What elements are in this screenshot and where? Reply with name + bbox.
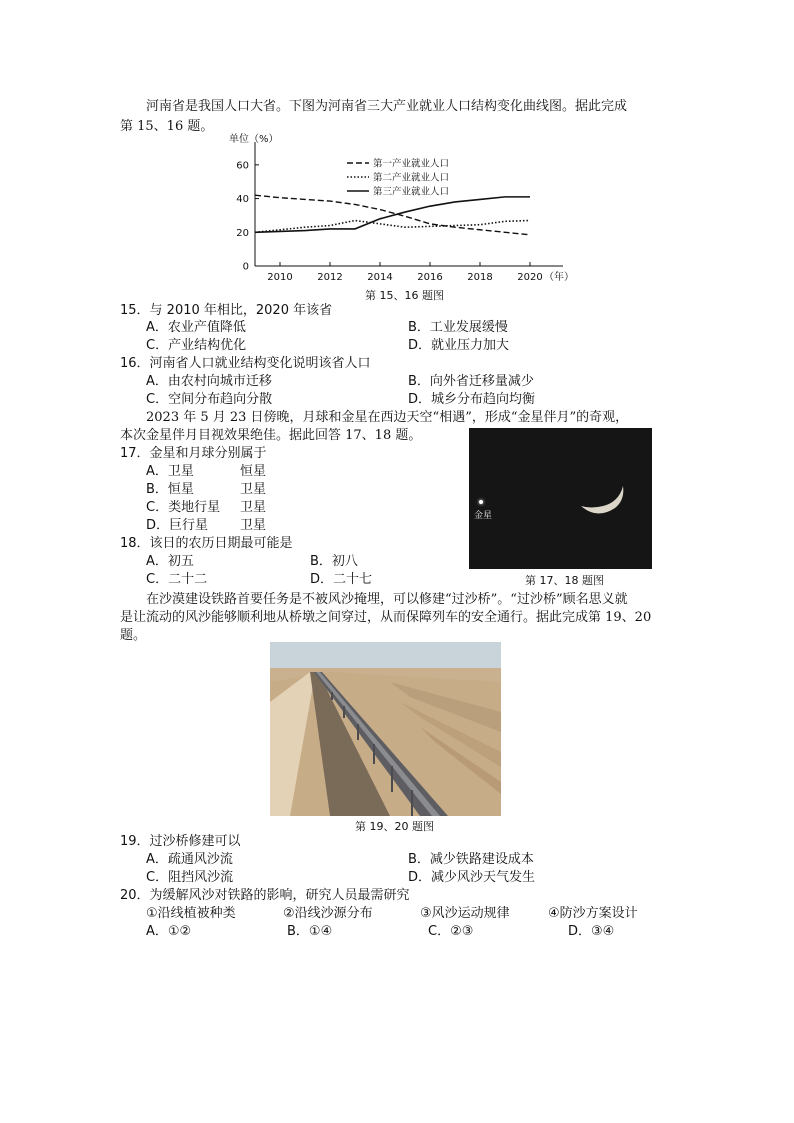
y-tick-label: 20 <box>236 227 249 239</box>
q20-option-d[interactable]: D．③④ <box>568 924 615 939</box>
x-tick-label: 2016 <box>417 272 443 283</box>
employment-structure-chart <box>225 130 595 300</box>
q17-option-b[interactable]: B．恒星 <box>146 482 194 497</box>
q15-option-b[interactable]: B．工业发展缓慢 <box>408 320 508 335</box>
q17-option-a[interactable]: A．卫星 <box>146 464 194 479</box>
photo2-caption: 第 19、20 题图 <box>355 820 434 833</box>
intro-17-18-line2: 本次金星伴月目视效果绝佳。据此回答 17、18 题。 <box>120 428 422 443</box>
q19-option-b[interactable]: B．减少铁路建设成本 <box>408 852 534 867</box>
legend-label-1: 第一产业就业人口 <box>373 158 450 170</box>
x-tick-label: 2020 <box>517 272 543 283</box>
q17-stem: 17．金星和月球分别属于 <box>120 446 267 461</box>
chart-axes <box>229 132 574 283</box>
q16-stem: 16．河南省人口就业结构变化说明该省人口 <box>120 356 371 371</box>
q20-option-c[interactable]: C．②③ <box>428 924 474 939</box>
y-tick-label: 40 <box>236 194 249 206</box>
q19-option-d[interactable]: D．减少风沙天气发生 <box>408 870 536 885</box>
intro-15-16-line2: 第 15、16 题。 <box>120 119 214 134</box>
y-tick-label: 60 <box>236 160 249 172</box>
y-axis-label: 单位（%） <box>229 134 279 145</box>
chart-caption: 第 15、16 题图 <box>365 289 444 302</box>
q17-option-b-second: 卫星 <box>240 482 267 497</box>
sand-bridge-photo <box>270 642 501 816</box>
q17-option-d-second: 卫星 <box>240 518 267 533</box>
q15-stem: 15．与 2010 年相比，2020 年该省 <box>120 303 333 318</box>
x-tick-label: 2010 <box>267 272 293 283</box>
q20-item-2: ②沿线沙源分布 <box>283 906 373 921</box>
q19-stem: 19．过沙桥修建可以 <box>120 834 241 849</box>
venus-label: 金星 <box>474 511 493 521</box>
q20-option-b[interactable]: B．①④ <box>287 924 333 939</box>
q16-option-d[interactable]: D．城乡分布趋向均衡 <box>408 392 536 407</box>
q20-stem: 20．为缓解风沙对铁路的影响，研究人员最需研究 <box>120 888 410 903</box>
intro-19-20-line3: 题。 <box>120 628 147 643</box>
intro-19-20-line2: 是让流动的风沙能够顺利地从桥墩之间穿过，从而保障列车的安全通行。据此完成第 19、20 <box>120 610 652 625</box>
legend-label-3: 第三产业就业人口 <box>373 186 450 198</box>
x-axis-label: （年） <box>544 272 574 283</box>
chart-lines <box>255 195 530 235</box>
q16-option-c[interactable]: C．空间分布趋向分散 <box>146 392 273 407</box>
intro-15-16-line1: 河南省是我国人口大省。下图为河南省三大产业就业人口结构变化曲线图。据此完成 <box>146 99 628 114</box>
q20-option-a[interactable]: A．①② <box>146 924 192 939</box>
q17-option-d[interactable]: D．巨行星 <box>146 518 209 533</box>
chart-legend <box>347 158 449 198</box>
legend-label-2: 第二产业就业人口 <box>373 172 450 184</box>
q17-option-a-second: 恒星 <box>240 464 267 479</box>
y-tick-label: 0 <box>242 261 249 273</box>
q18-option-a[interactable]: A．初五 <box>146 554 194 569</box>
q18-option-b[interactable]: B．初八 <box>310 554 358 569</box>
q20-item-4: ④防沙方案设计 <box>548 906 638 921</box>
q19-option-a[interactable]: A．疏通风沙流 <box>146 852 233 867</box>
photo1-caption: 第 17、18 题图 <box>525 574 604 587</box>
q15-option-c[interactable]: C．产业结构优化 <box>146 338 247 353</box>
q16-option-b[interactable]: B．向外省迁移量减少 <box>408 374 534 389</box>
q18-option-c[interactable]: C．二十二 <box>146 572 208 587</box>
q18-option-d[interactable]: D．二十七 <box>310 572 373 587</box>
intro-17-18-line1: 2023 年 5 月 23 日傍晚，月球和金星在西边天空“相遇”，形成“金星伴月”的奇观， <box>146 410 629 425</box>
q17-option-c-second: 卫星 <box>240 500 267 515</box>
q20-item-3: ③风沙运动规律 <box>420 906 510 921</box>
q16-option-a[interactable]: A．由农村向城市迁移 <box>146 374 272 389</box>
q19-option-c[interactable]: C．阻挡风沙流 <box>146 870 234 885</box>
venus-moon-photo <box>469 428 652 569</box>
x-tick-label: 2012 <box>317 272 343 283</box>
crescent-moon-icon <box>577 478 627 520</box>
series-line-3 <box>255 197 530 232</box>
x-tick-label: 2018 <box>467 272 493 283</box>
q20-item-1: ①沿线植被种类 <box>146 906 236 921</box>
venus-dot <box>479 500 483 504</box>
q15-option-d[interactable]: D．就业压力加大 <box>408 338 510 353</box>
q18-stem: 18．该日的农历日期最可能是 <box>120 536 293 551</box>
q17-option-c[interactable]: C．类地行星 <box>146 500 221 515</box>
q15-option-a[interactable]: A．农业产值降低 <box>146 320 246 335</box>
intro-19-20-line1: 在沙漠建设铁路首要任务是不被风沙掩埋，可以修建“过沙桥”。“过沙桥”顾名思义就 <box>146 592 628 607</box>
x-tick-label: 2014 <box>367 272 393 283</box>
